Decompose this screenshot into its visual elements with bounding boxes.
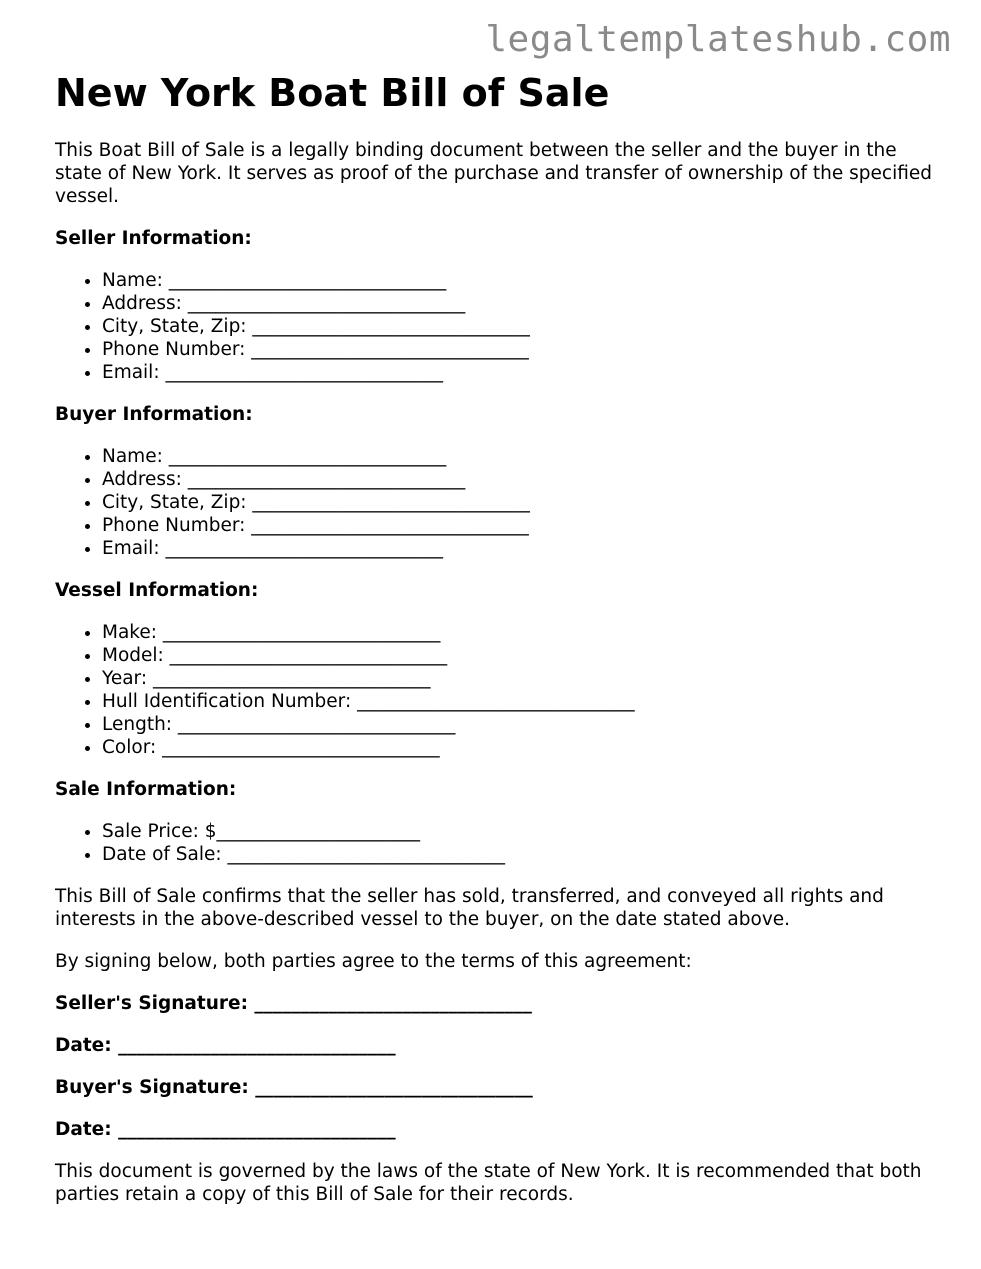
buyer-signature-line[interactable]: Buyer's Signature: ______________________________: [55, 1077, 533, 1098]
seller-email-field[interactable]: • Email: ______________________________: [102, 361, 935, 384]
seller-heading: Seller Information:: [55, 228, 252, 249]
vessel-model-field[interactable]: • Model: ______________________________: [102, 644, 935, 667]
buyer-fields: [55, 445, 935, 560]
vessel-fields: [55, 621, 935, 759]
vessel-hin-field[interactable]: • Hull Identification Number: ______________________________: [102, 690, 935, 713]
seller-signature-line[interactable]: Seller's Signature: ______________________________: [55, 993, 532, 1014]
vessel-color-field[interactable]: • Color: ______________________________: [102, 736, 935, 759]
vessel-length-field[interactable]: • Length: ______________________________: [102, 713, 935, 736]
vessel-year-field[interactable]: • Year: ______________________________: [102, 667, 935, 690]
buyer-heading: Buyer Information:: [55, 404, 253, 425]
buyer-city-state-zip-field[interactable]: • City, State, Zip: ______________________________: [102, 491, 935, 514]
seller-name-field[interactable]: • Name: ______________________________: [102, 269, 935, 292]
document-page: [55, 70, 935, 1206]
confirmation-paragraph: This Bill of Sale confirms that the seller has sold, transferred, and conveyed all rights and interests in the above-described vessel to the buyer, on the date stated above.: [55, 886, 884, 930]
sale-heading: Sale Information:: [55, 779, 237, 800]
intro-paragraph: This Boat Bill of Sale is a legally binding document between the seller and the buyer in the state of New York. It serves as proof of the purchase and transfer of ownership of the specified vessel.: [55, 140, 933, 207]
buyer-name-field[interactable]: • Name: ______________________________: [102, 445, 935, 468]
seller-fields: [55, 269, 935, 384]
footer-paragraph: This document is governed by the laws of the state of New York. It is recommended that both parties retain a copy of this Bill of Sale for their records.: [55, 1161, 922, 1205]
buyer-email-field[interactable]: • Email: ______________________________: [102, 537, 935, 560]
buyer-address-field[interactable]: • Address: ______________________________: [102, 468, 935, 491]
vessel-heading: Vessel Information:: [55, 580, 259, 601]
seller-phone-field[interactable]: • Phone Number: ______________________________: [102, 338, 935, 361]
vessel-make-field[interactable]: • Make: ______________________________: [102, 621, 935, 644]
seller-address-field[interactable]: • Address: ______________________________: [102, 292, 935, 315]
seller-date-line[interactable]: Date: ______________________________: [55, 1035, 396, 1056]
agreement-paragraph: By signing below, both parties agree to the terms of this agreement:: [55, 951, 692, 972]
seller-city-state-zip-field[interactable]: • City, State, Zip: ______________________________: [102, 315, 935, 338]
sale-fields: [55, 820, 935, 866]
buyer-phone-field[interactable]: • Phone Number: ______________________________: [102, 514, 935, 537]
buyer-date-line[interactable]: Date: ______________________________: [55, 1119, 396, 1140]
sale-price-field[interactable]: • Sale Price: $______________________: [102, 820, 935, 843]
watermark: legaltemplateshub.com: [485, 19, 951, 60]
page-title: New York Boat Bill of Sale: [55, 71, 610, 115]
sale-date-field[interactable]: • Date of Sale: ______________________________: [102, 843, 935, 866]
